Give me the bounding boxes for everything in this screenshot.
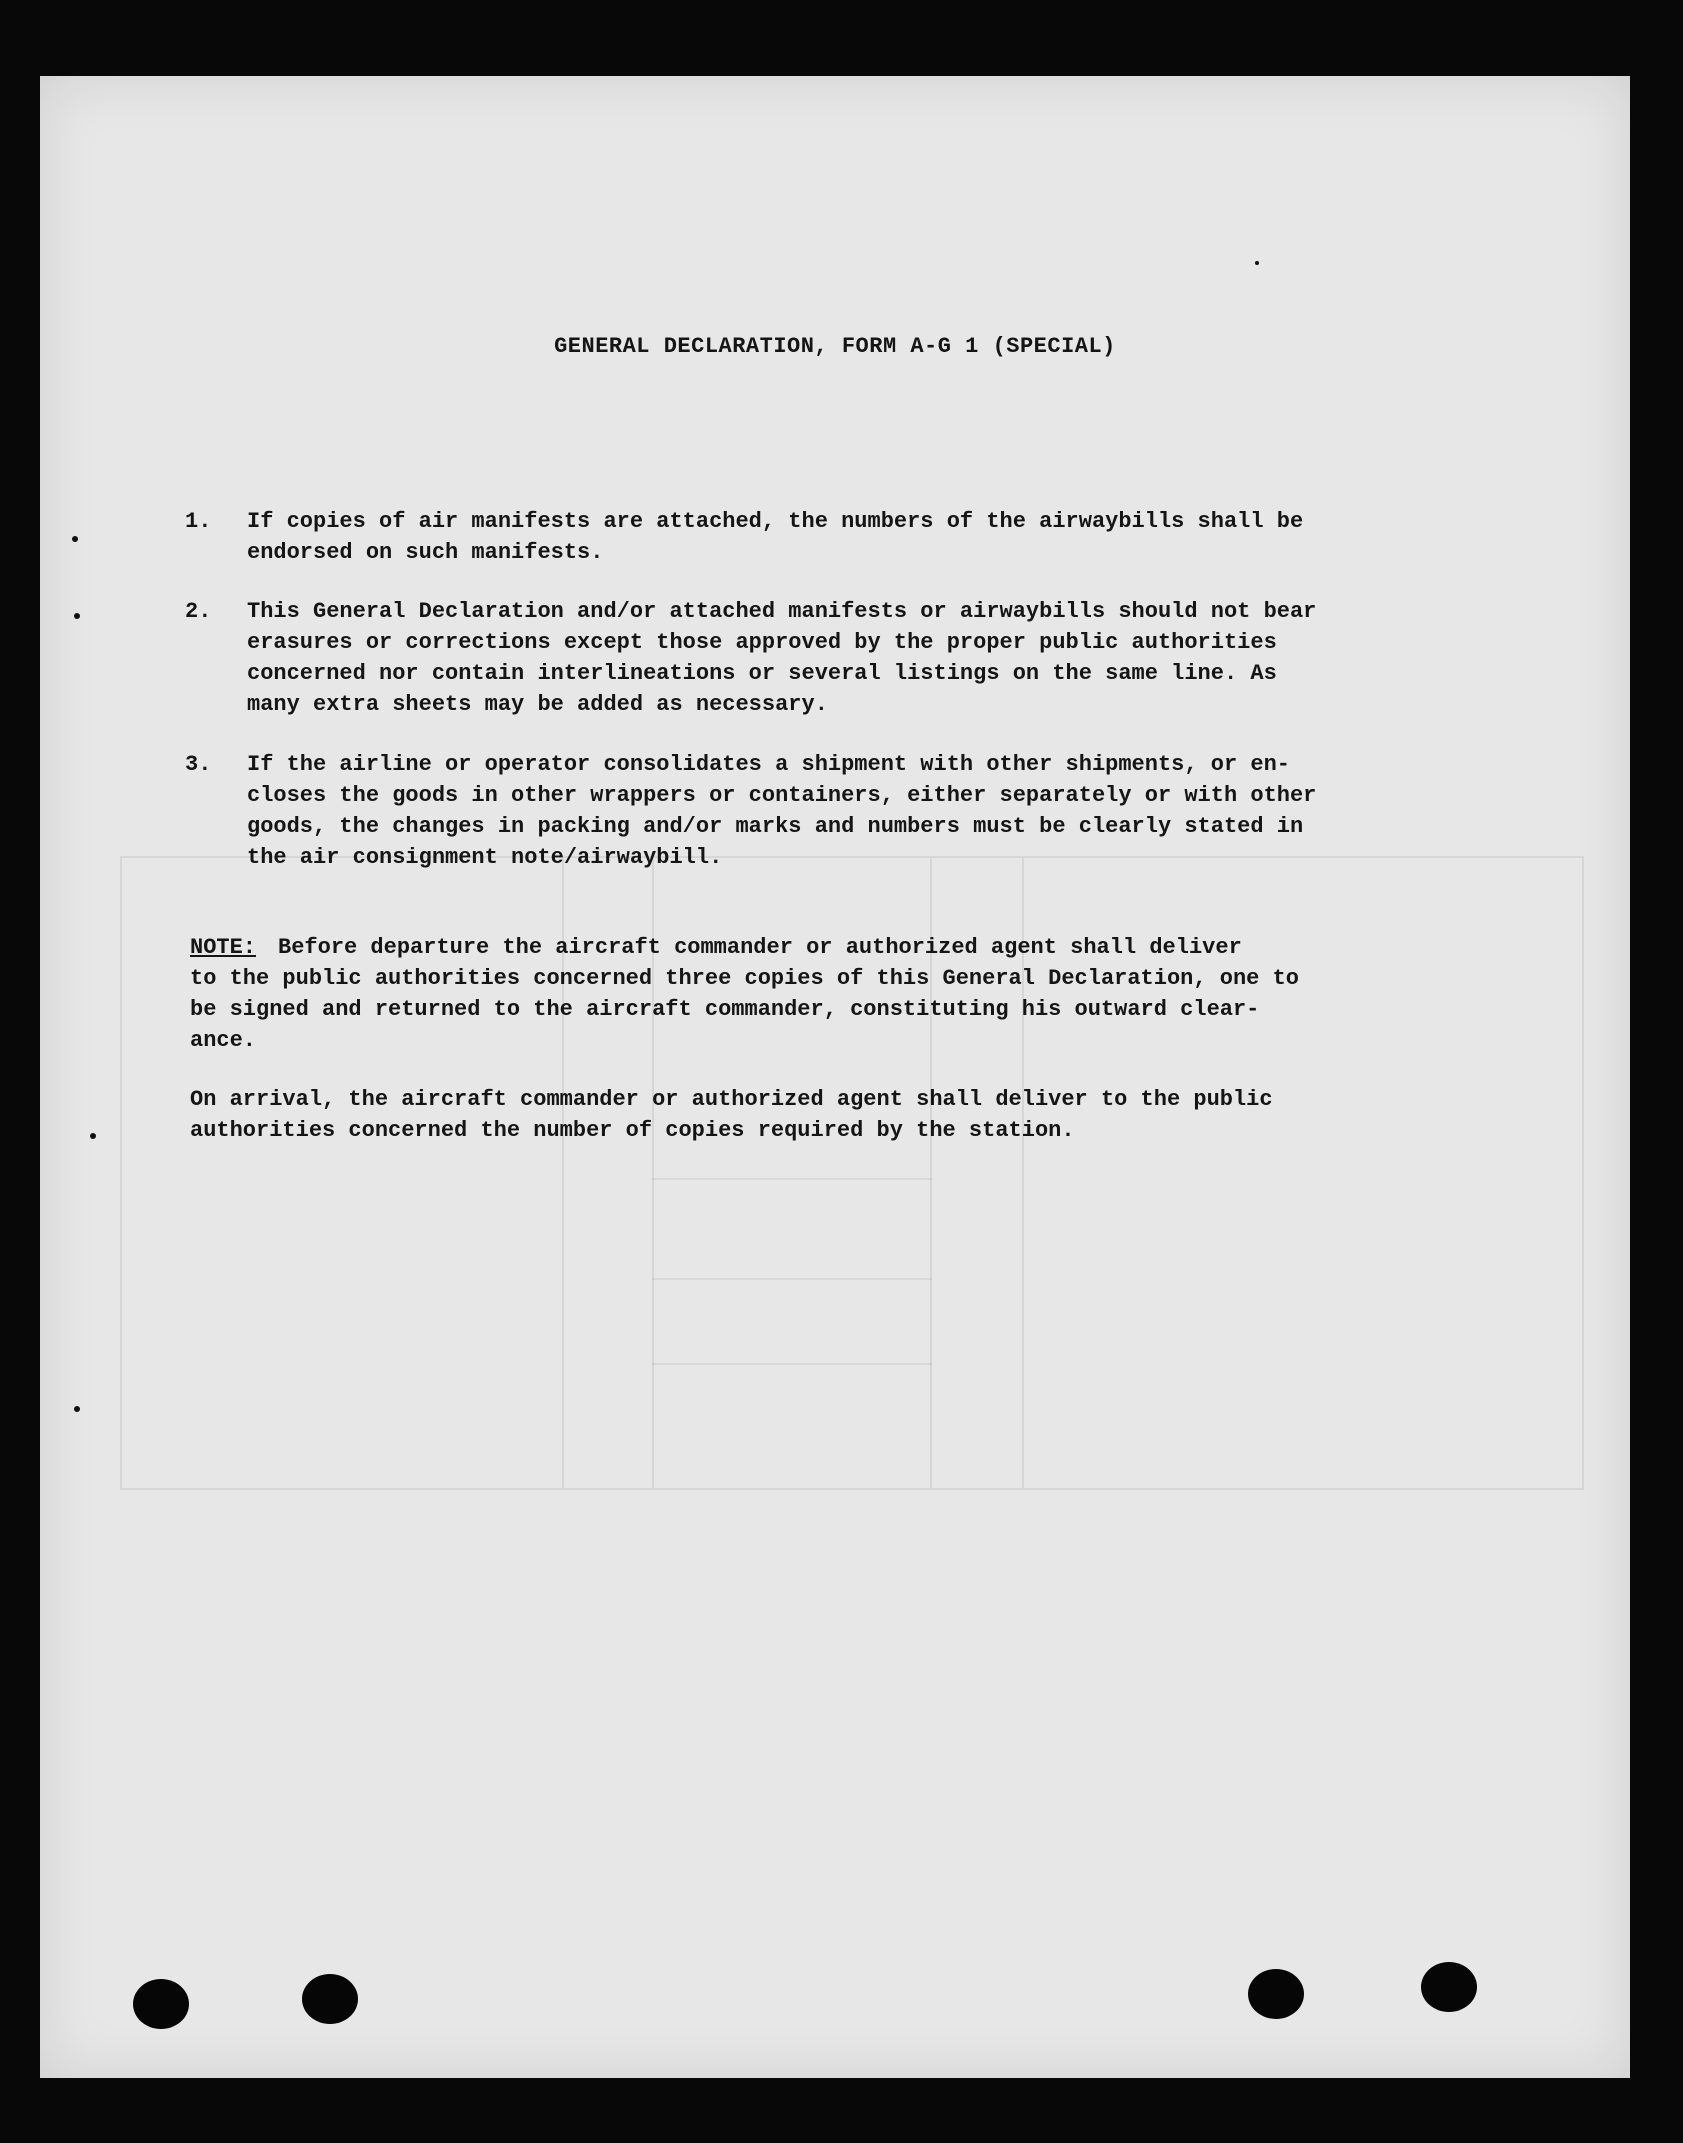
item-text: This General Declaration and/or attached manifests or airwaybills should not bear erasures or corrections except those approved by the proper public authorities concerned nor contain interlineations or several listings on the same line. As many extra sheets may be added as necessary. bbox=[247, 599, 1317, 717]
item-text: If the airline or operator consolidates a shipment with other shipments, or en- closes the goods in other wrappers or containers, either separately or with other goods, the changes in packing and/or marks and numbers must be clearly stated in the air consignment note/airwaybill. bbox=[247, 752, 1317, 870]
punch-hole bbox=[1248, 1969, 1304, 2019]
instruction-item bbox=[185, 506, 1545, 568]
item-text: If copies of air manifests are attached, the numbers of the airwaybills shall be endorsed on such manifests. bbox=[247, 509, 1304, 565]
page-title: GENERAL DECLARATION, FORM A-G 1 (SPECIAL) bbox=[554, 334, 1116, 359]
punch-hole bbox=[133, 1979, 189, 2029]
punch-hole bbox=[1421, 1962, 1477, 2012]
item-number: 2. bbox=[185, 599, 212, 624]
note-paragraph bbox=[190, 932, 1552, 1056]
item-number: 3. bbox=[185, 752, 212, 777]
document-page bbox=[40, 76, 1630, 2078]
note-label: NOTE: bbox=[190, 935, 257, 960]
instruction-item bbox=[185, 596, 1545, 720]
arrival-paragraph: On arrival, the aircraft commander or authorized agent shall deliver to the public authorities concerned the number of copies required by the station. bbox=[190, 1087, 1273, 1143]
item-number: 1. bbox=[185, 509, 212, 534]
note-text: Before departure the aircraft commander or authorized agent shall deliver to the public authorities concerned three copies of this General Declaration, one to be signed and returned to the aircraft commander, constituting his outward clear- ance. bbox=[190, 935, 1299, 1053]
punch-hole bbox=[302, 1974, 358, 2024]
declaration-instructions bbox=[40, 76, 1630, 2078]
instruction-item bbox=[185, 749, 1545, 873]
